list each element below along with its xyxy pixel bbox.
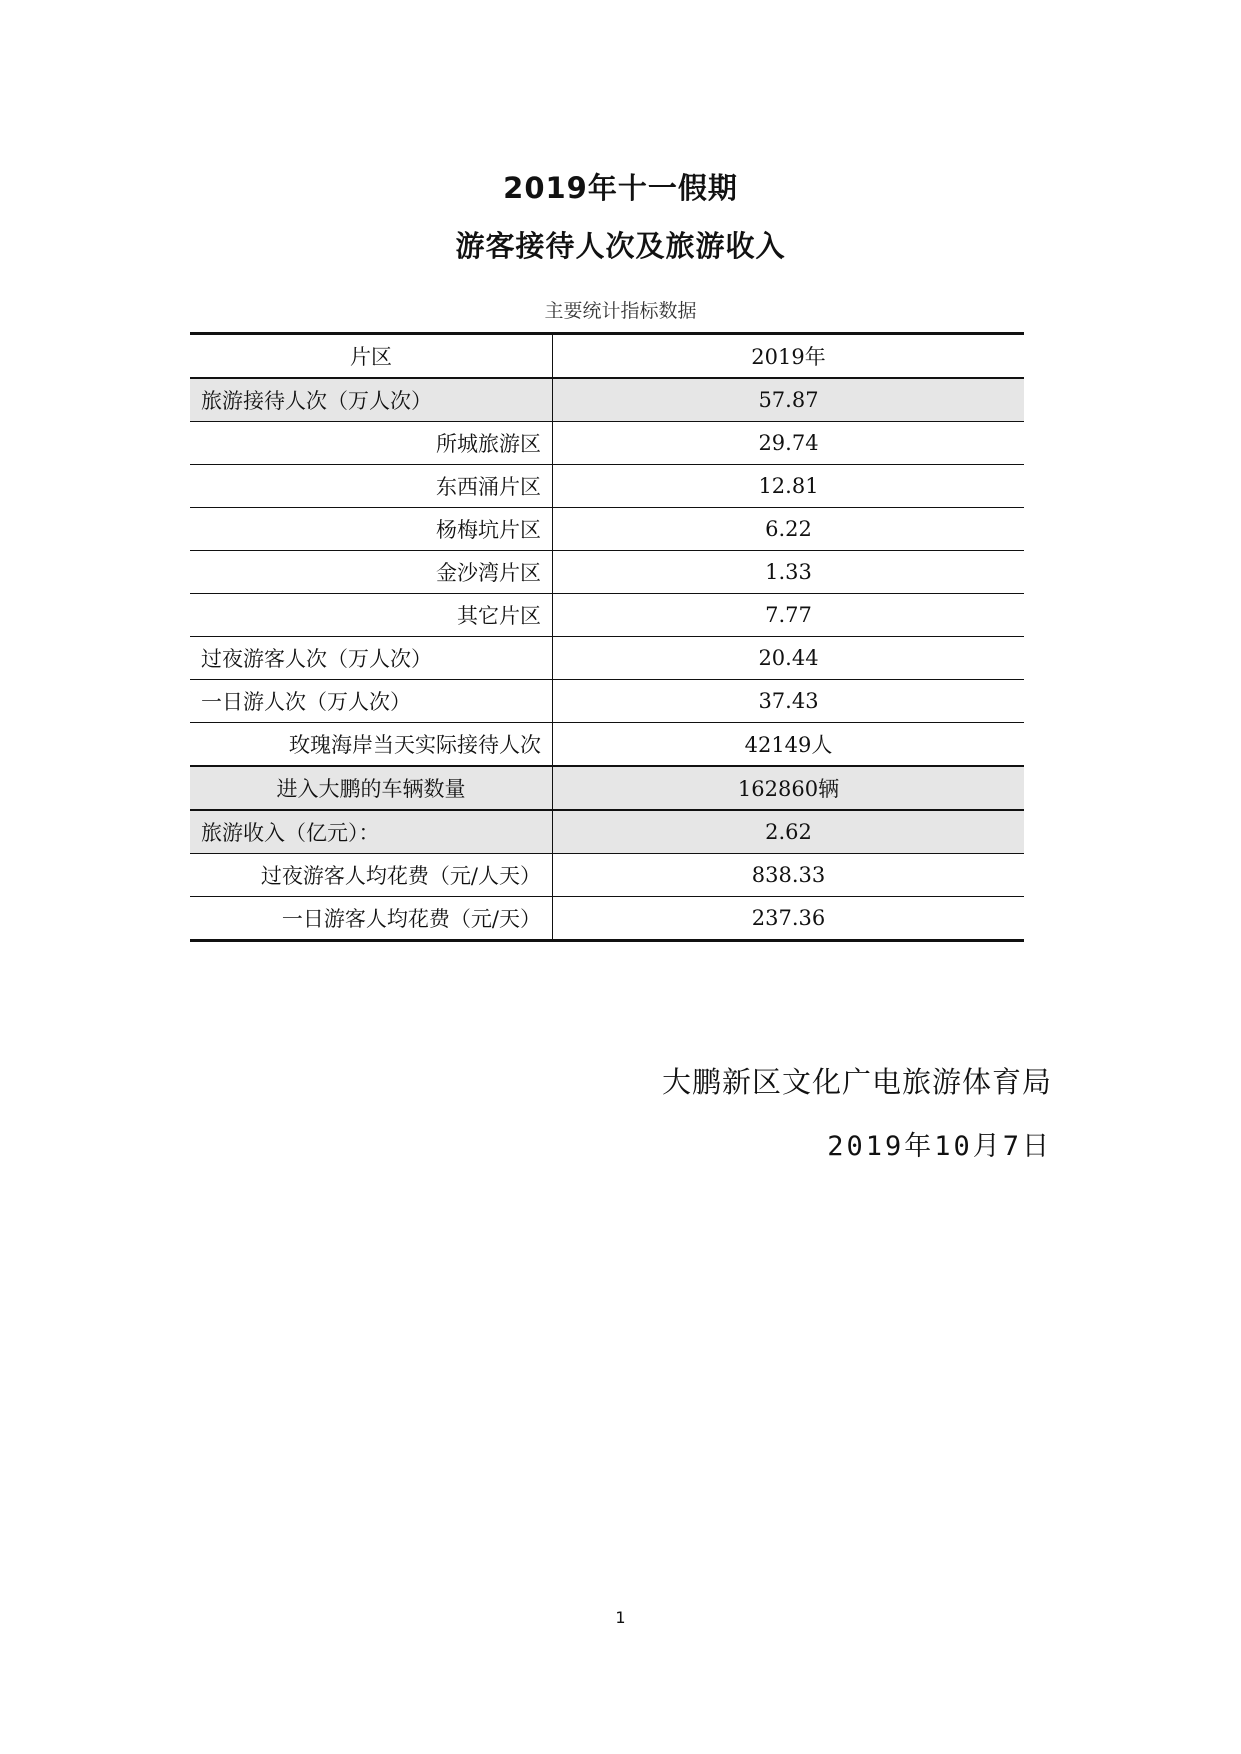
table-row	[190, 680, 1024, 723]
row-label: 一日游人次（万人次）	[190, 680, 553, 723]
table-row	[190, 854, 1024, 897]
row-value: 1.33	[553, 551, 1025, 594]
document-title-line1: 2019年十一假期	[503, 171, 738, 205]
table-row	[190, 766, 1024, 810]
table-row	[190, 422, 1024, 465]
row-label: 旅游收入（亿元）：	[190, 810, 553, 854]
issuing-organization: 大鹏新区文化广电旅游体育局	[661, 1065, 1052, 1099]
document-title-line2: 游客接待人次及旅游收入	[455, 229, 786, 263]
page-number: 1	[615, 1608, 626, 1627]
table-row	[190, 508, 1024, 551]
row-value: 42149人	[553, 723, 1025, 767]
row-value: 7.77	[553, 594, 1025, 637]
row-value: 6.22	[553, 508, 1025, 551]
row-value: 57.87	[553, 378, 1025, 422]
table-body	[190, 378, 1024, 941]
table-row	[190, 551, 1024, 594]
row-value: 162860辆	[553, 766, 1025, 810]
row-value: 838.33	[553, 854, 1025, 897]
table-row	[190, 378, 1024, 422]
row-label: 杨梅坑片区	[190, 508, 553, 551]
issue-date: 2019年10月7日	[827, 1131, 1052, 1162]
row-label: 过夜游客人均花费（元/人天）	[190, 854, 553, 897]
row-value: 29.74	[553, 422, 1025, 465]
table-row	[190, 810, 1024, 854]
table-row	[190, 723, 1024, 767]
row-value: 237.36	[553, 897, 1025, 941]
row-label: 金沙湾片区	[190, 551, 553, 594]
row-value: 12.81	[553, 465, 1025, 508]
row-value: 2.62	[553, 810, 1025, 854]
statistics-table	[190, 332, 1024, 942]
table-row	[190, 637, 1024, 680]
table-row	[190, 897, 1024, 941]
header-year: 2019年	[553, 334, 1025, 379]
row-label: 东西涌片区	[190, 465, 553, 508]
table-row	[190, 465, 1024, 508]
table-header-row	[190, 334, 1024, 379]
row-label: 进入大鹏的车辆数量	[190, 766, 553, 810]
row-value: 37.43	[553, 680, 1025, 723]
row-label: 过夜游客人次（万人次）	[190, 637, 553, 680]
table-row	[190, 594, 1024, 637]
table-caption: 主要统计指标数据	[544, 300, 697, 322]
row-label: 所城旅游区	[190, 422, 553, 465]
row-label: 一日游客人均花费（元/天）	[190, 897, 553, 941]
row-value: 20.44	[553, 637, 1025, 680]
row-label: 旅游接待人次（万人次）	[190, 378, 553, 422]
row-label: 玫瑰海岸当天实际接待人次	[190, 723, 553, 767]
row-label: 其它片区	[190, 594, 553, 637]
header-district: 片区	[190, 334, 553, 379]
